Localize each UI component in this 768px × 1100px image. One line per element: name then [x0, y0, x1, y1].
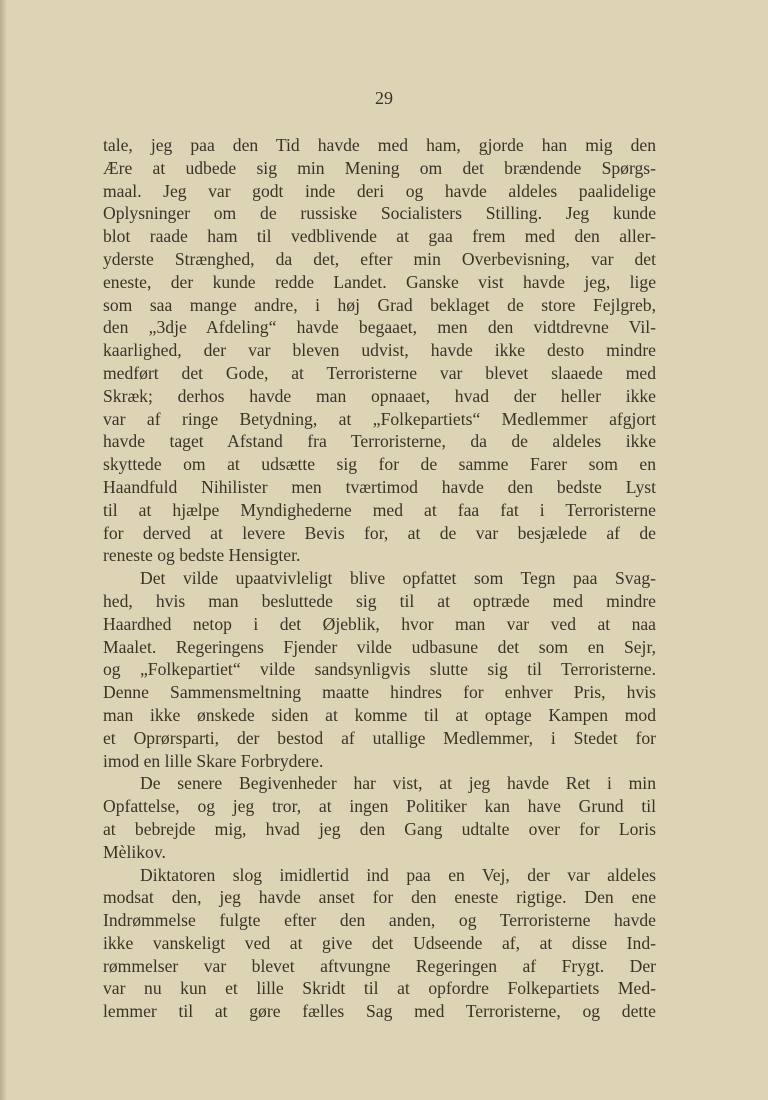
text-line: rømmelser var blevet aftvungne Regeringen af Frygt. Der — [103, 955, 656, 976]
text-line: eneste, der kunde redde Landet. Ganske vist havde jeg, lige — [103, 271, 656, 292]
text-line: hed, hvis man besluttede sig til at optræde med mindre — [103, 590, 656, 611]
text-line: et Oprørsparti, der bestod af utallige Medlemmer, i Stedet for — [103, 727, 656, 748]
text-line: var nu kun et lille Skridt til at opfordre Folkepartiets Med- — [103, 978, 656, 999]
text-line: Det vilde upaatvivleligt blive opfattet som Tegn paa Svag- — [140, 568, 656, 589]
text-line: Mèlikov. — [103, 841, 166, 862]
page-binding-edge — [0, 0, 6, 1100]
text-line: yderste Strænghed, da det, efter min Overbevisning, var det — [103, 248, 656, 269]
text-line: til at hjælpe Myndighederne med at faa fat i Terroristerne — [103, 499, 656, 520]
text-line: og „Folkepartiet“ vilde sandsynligvis slutte sig til Terroristerne. — [103, 659, 656, 680]
text-line: reneste og bedste Hensigter. — [103, 545, 301, 566]
text-line: Maalet. Regeringens Fjender vilde udbasune det som en Sejr, — [103, 636, 656, 657]
text-line: den „3dje Afdeling“ havde begaaet, men den vidtdrevne Vil- — [103, 317, 656, 338]
text-line: skyttede om at udsætte sig for de samme Farer som en — [103, 454, 656, 475]
text-line: Opfattelse, og jeg tror, at ingen Politiker kan have Grund til — [103, 796, 656, 817]
text-line: tale, jeg paa den Tid havde med ham, gjorde han mig den — [103, 135, 656, 155]
text-line: Haardhed netop i det Øjeblik, hvor man var ved at naa — [103, 613, 656, 634]
text-line: medført det Gode, at Terroristerne var blevet slaaede med — [103, 362, 656, 383]
text-line: De senere Begivenheder har vist, at jeg havde Ret i min — [140, 773, 656, 794]
text-line: at bebrejde mig, hvad jeg den Gang udtalte over for Loris — [103, 818, 656, 839]
page-number: 29 — [375, 88, 393, 108]
text-line: kaarlighed, der var bleven udvist, havde ikke desto mindre — [103, 340, 656, 361]
text-line: Oplysninger om de russiske Socialisters Stilling. Jeg kunde — [103, 203, 656, 224]
text-line: man ikke ønskede siden at komme til at optage Kampen mod — [103, 704, 656, 725]
text-line: Skræk; derhos havde man opnaaet, hvad der heller ikke — [103, 385, 656, 406]
text-line: Indrømmelse fulgte efter den anden, og Terroristerne havde — [103, 910, 656, 931]
text-line: Haandfuld Nihilister men tværtimod havde den bedste Lyst — [103, 476, 656, 497]
text-line: havde taget Afstand fra Terroristerne, da de aldeles ikke — [103, 431, 656, 452]
text-line: var af ringe Betydning, at „Folkepartiets“ Medlemmer afgjort — [103, 408, 656, 429]
text-line: Diktatoren slog imidlertid ind paa en Vej, der var aldeles — [140, 864, 656, 885]
text-line: maal. Jeg var godt inde deri og havde aldeles paalidelige — [103, 180, 656, 201]
text-line: Ære at udbede sig min Mening om det brændende Spørgs- — [103, 157, 656, 178]
text-line: for derved at levere Bevis for, at de var besjælede af de — [103, 522, 656, 543]
text-line: som saa mange andre, i høj Grad beklaget de store Fejlgreb, — [103, 294, 656, 315]
text-line: ikke vanskeligt ved at give det Udseende af, at disse Ind- — [103, 932, 656, 953]
text-line: blot raade ham til vedblivende at gaa frem med den aller- — [103, 226, 656, 247]
body-text — [103, 134, 656, 1023]
text-line: modsat den, jeg havde anset for den eneste rigtige. Den ene — [103, 887, 656, 908]
text-line: lemmer til at gøre fælles Sag med Terroristerne, og dette — [103, 1001, 656, 1022]
text-line: Denne Sammensmeltning maatte hindres for enhver Pris, hvis — [103, 682, 656, 703]
text-line: imod en lille Skare Forbrydere. — [103, 750, 324, 771]
